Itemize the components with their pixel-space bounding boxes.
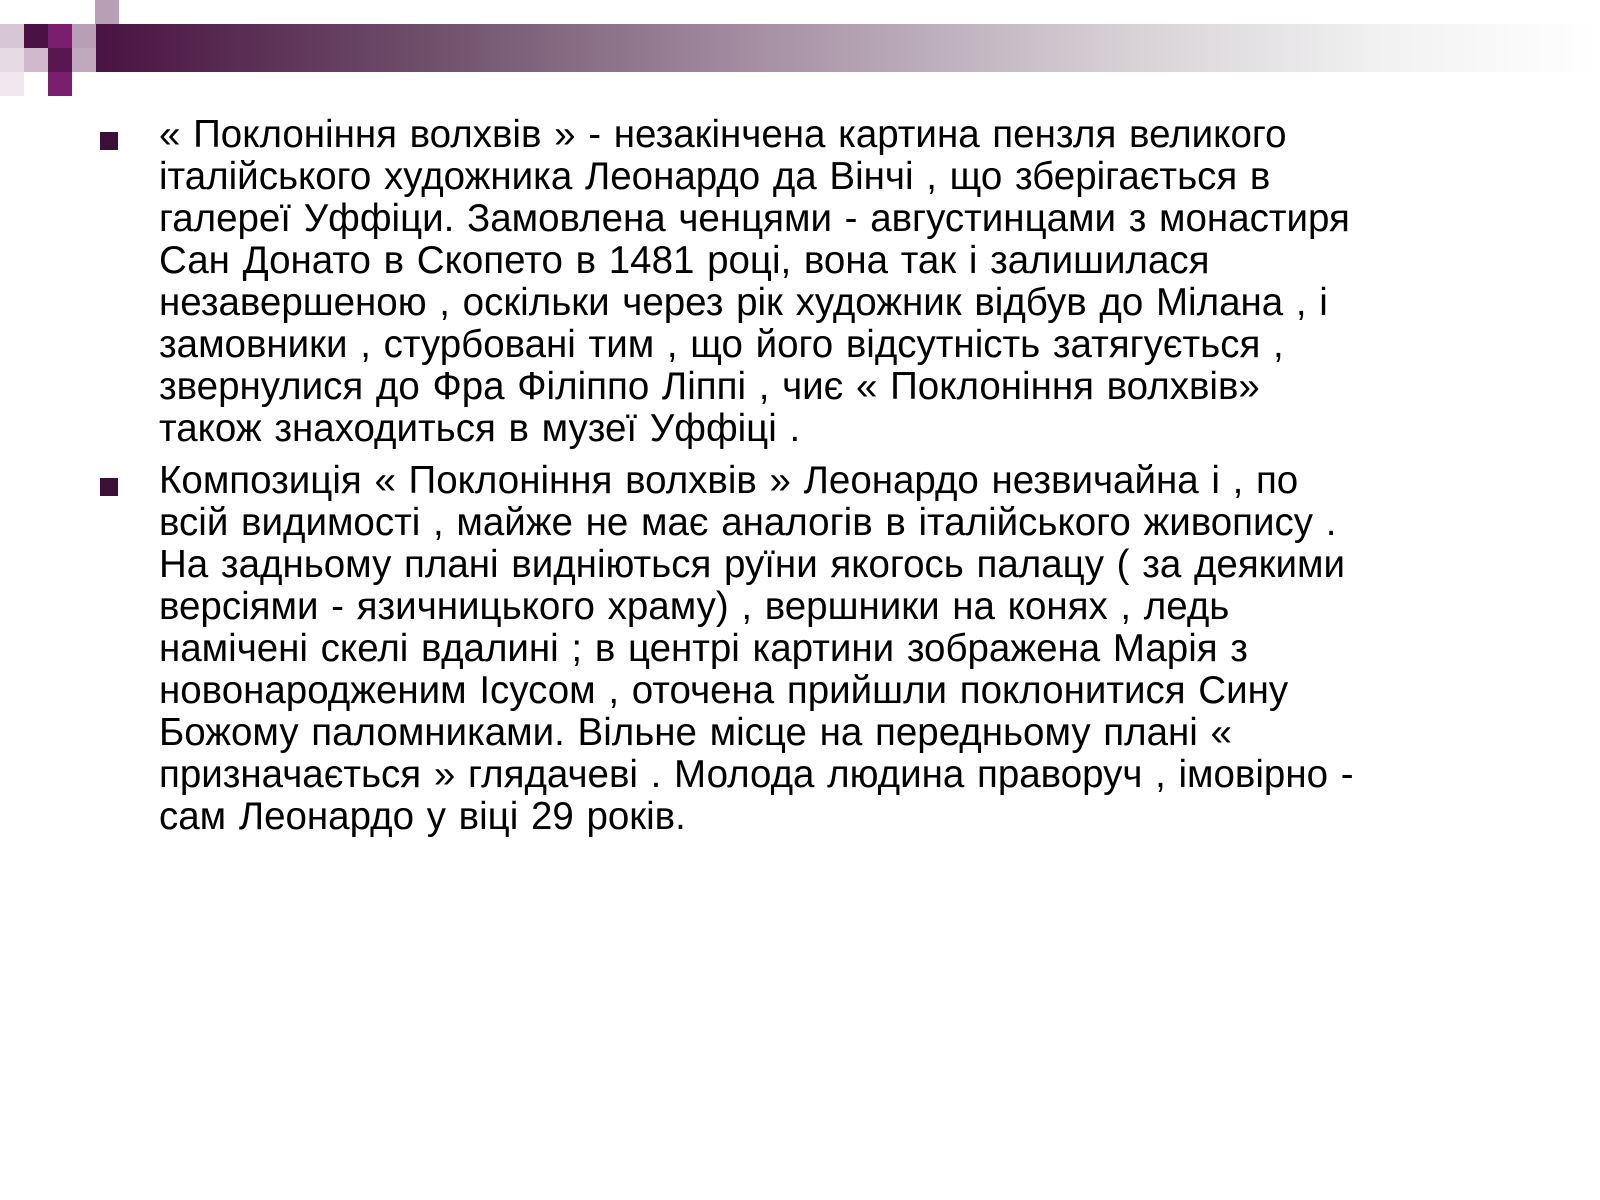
bullet-text: « Поклоніння волхвів » - незакінчена картина пензля великого італійського художника Леонардо да Вінчі , що зберігається в галереї Уффіци. Замовлена ченцями - августинцами з монастиря Сан Донато в Скопето в 1481 році, вона так і залишилася незавершеною , оскільки через рік художник відбув до Мілана , і замовники , стурбовані тим , що його відсутність затягується , звернулися до Фра Філіппо Ліппі , чиє « Поклоніння волхвів» також знаходиться в музеї Уффіці . (159, 113, 1350, 450)
decor-square (72, 48, 96, 72)
header-gradient-band (95, 24, 1600, 72)
square-bullet-icon (100, 132, 118, 150)
decor-square (0, 24, 24, 48)
decor-square (24, 0, 48, 24)
decor-square (48, 72, 72, 96)
decor-square (72, 24, 96, 48)
decor-square (0, 0, 24, 24)
decor-square (48, 48, 72, 72)
square-bullet-icon (100, 478, 118, 496)
decor-square (24, 24, 48, 48)
bullet-text: Композиція « Поклоніння волхвів » Леонардо незвичайна і , по всій видимості , майже не має аналогів в італійського живопису . На задньому плані видніються руїни якогось палацу ( за деякими версіями - язичницького храму) , вершники на конях , ледь намічені скелі вдалині ; в центрі картини зображена Марія з новонародженим Ісусом , оточена прийшли поклонитися Сину Божому паломниками. Вільне місце на передньому плані « призначається » глядачеві . Молода людина праворуч , імовірно - сам Леонардо у віці 29 років. (159, 459, 1354, 838)
slide-body (96, 114, 1536, 848)
decor-square (48, 24, 72, 48)
decor-square (95, 0, 119, 24)
decor-square (0, 72, 24, 96)
bullet-item (96, 114, 1536, 450)
bullet-item (96, 460, 1536, 838)
decor-square (0, 48, 24, 72)
decor-square (24, 48, 48, 72)
